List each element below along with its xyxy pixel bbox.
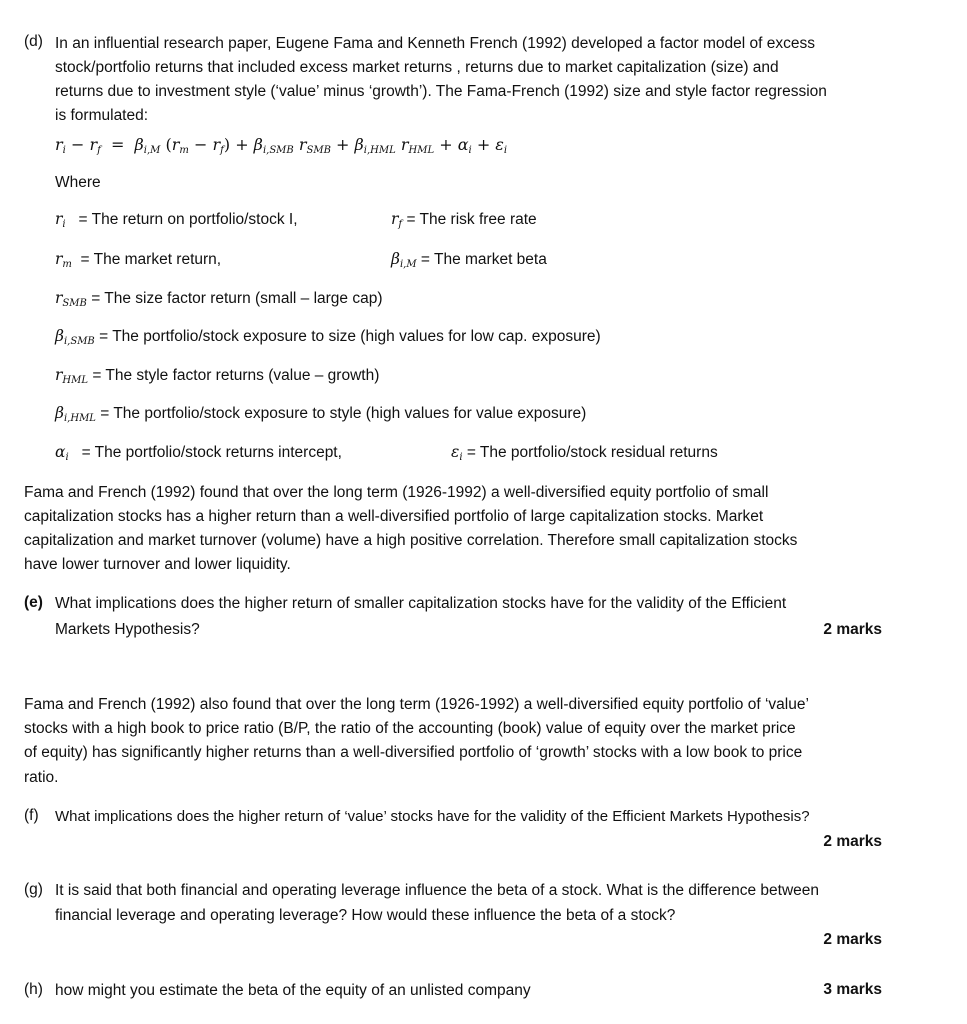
- def-rsmb: $r_{SMB}$ = The size factor return (small – large cap): [55, 289, 383, 309]
- part-e-label: (e): [24, 594, 43, 611]
- part-e-marks: 2 marks: [823, 621, 882, 638]
- part-g-line-1: It is said that both financial and operating leverage influence the beta of a stock. What is the difference between: [55, 882, 820, 899]
- def-rsmb-text: = The size factor return (small – large cap): [91, 290, 383, 307]
- where-label: Where: [55, 174, 101, 191]
- def-beta-hml-text: = The portfolio/stock exposure to style (high values for value exposure): [100, 405, 587, 422]
- part-f-line-1: What implications does the higher return of ‘value’ stocks have for the validity of the Efficient Markets Hypothesis?: [55, 808, 810, 825]
- part-h-label: (h): [24, 981, 43, 998]
- para1-line-4: have lower turnover and lower liquidity.: [24, 556, 291, 573]
- part-e-line-1: What implications does the higher return of smaller capitalization stocks have for the validity of the Efficient: [55, 595, 787, 612]
- def-beta-smb-text: = The portfolio/stock exposure to size (high values for low cap. exposure): [99, 328, 601, 345]
- def-beta-smb: $\beta_{i,SMB}$ = The portfolio/stock exposure to size (high values for low cap. exposure): [55, 327, 601, 347]
- para1-line-1: Fama and French (1992) found that over the long term (1926-1992) a well-diversified equity portfolio of small: [24, 484, 769, 501]
- def-beta-m-text: = The market beta: [420, 251, 547, 268]
- def-beta-m: $\beta_{i,M}$ = The market beta: [391, 250, 547, 270]
- para1-line-2: capitalization stocks has a higher return than a well-diversified portfolio of large capitalization stocks. Market: [24, 508, 764, 525]
- part-g-label: (g): [24, 881, 43, 898]
- part-d-line-2: stock/portfolio returns that included excess market returns , returns due to market capitalization (size) and: [55, 59, 779, 76]
- part-d-line-1: In an influential research paper, Eugene Fama and Kenneth French (1992) developed a factor model of excess: [55, 35, 815, 52]
- part-e-line-2: Markets Hypothesis?: [55, 621, 200, 638]
- part-h-marks: 3 marks: [823, 981, 882, 998]
- def-ri: $r_i$ = The return on portfolio/stock I,: [55, 210, 298, 230]
- part-g-marks: 2 marks: [823, 931, 882, 948]
- fama-french-formula: $r_i - r_f = \beta_{i,M}$ $(r_m - r_f) + \beta_{i,SMB}$ $r_{SMB} + \beta_{i,HML}$ $r_{HML} + \alpha_i + \varepsilon_i$: [55, 135, 508, 156]
- para2-line-1: Fama and French (1992) also found that over the long term (1926-1992) a well-diversified equity portfolio of ‘value’: [24, 696, 809, 713]
- part-f-label: (f): [24, 807, 39, 824]
- def-beta-hml: $\beta_{i,HML}$ = The portfolio/stock exposure to style (high values for value exposure): [55, 404, 587, 424]
- def-epsilon: $\varepsilon_i$ = The portfolio/stock residual returns: [451, 443, 718, 463]
- def-ri-text: = The return on portfolio/stock I,: [78, 211, 298, 228]
- part-d-label: (d): [24, 33, 43, 50]
- def-rhml-text: = The style factor returns (value – growth): [92, 367, 380, 384]
- part-h-line-1: how might you estimate the beta of the equity of an unlisted company: [55, 982, 531, 999]
- part-d-line-4: is formulated:: [55, 107, 149, 124]
- def-rm: $r_m$ = The market return,: [55, 250, 222, 270]
- para2-line-3: of equity) has significantly higher returns than a well-diversified portfolio of ‘growth’ stocks with a low book to price: [24, 744, 803, 761]
- part-d-line-3: returns due to investment style (‘value’ minus ‘growth’). The Fama-French (1992) size and style factor regression: [55, 83, 827, 100]
- def-rhml: $r_{HML}$ = The style factor returns (value – growth): [55, 366, 380, 386]
- def-rf: $r_f$ = The risk free rate: [391, 210, 537, 230]
- para2-line-2: stocks with a high book to price ratio (B/P, the ratio of the accounting (book) value of equity over the market price: [24, 720, 796, 737]
- def-epsilon-text: = The portfolio/stock residual returns: [466, 444, 718, 461]
- def-alpha: $\alpha_i$ = The portfolio/stock returns intercept,: [55, 443, 342, 463]
- def-rm-text: = The market return,: [80, 251, 222, 268]
- part-f-marks: 2 marks: [823, 833, 882, 850]
- part-g-line-2: financial leverage and operating leverage? How would these influence the beta of a stock?: [55, 907, 676, 924]
- def-rf-text: = The risk free rate: [406, 211, 537, 228]
- para1-line-3: capitalization and market turnover (volume) have a high positive correlation. Therefore small capitalization stocks: [24, 532, 798, 549]
- def-alpha-text: = The portfolio/stock returns intercept,: [81, 444, 342, 461]
- para2-line-4: ratio.: [24, 769, 59, 786]
